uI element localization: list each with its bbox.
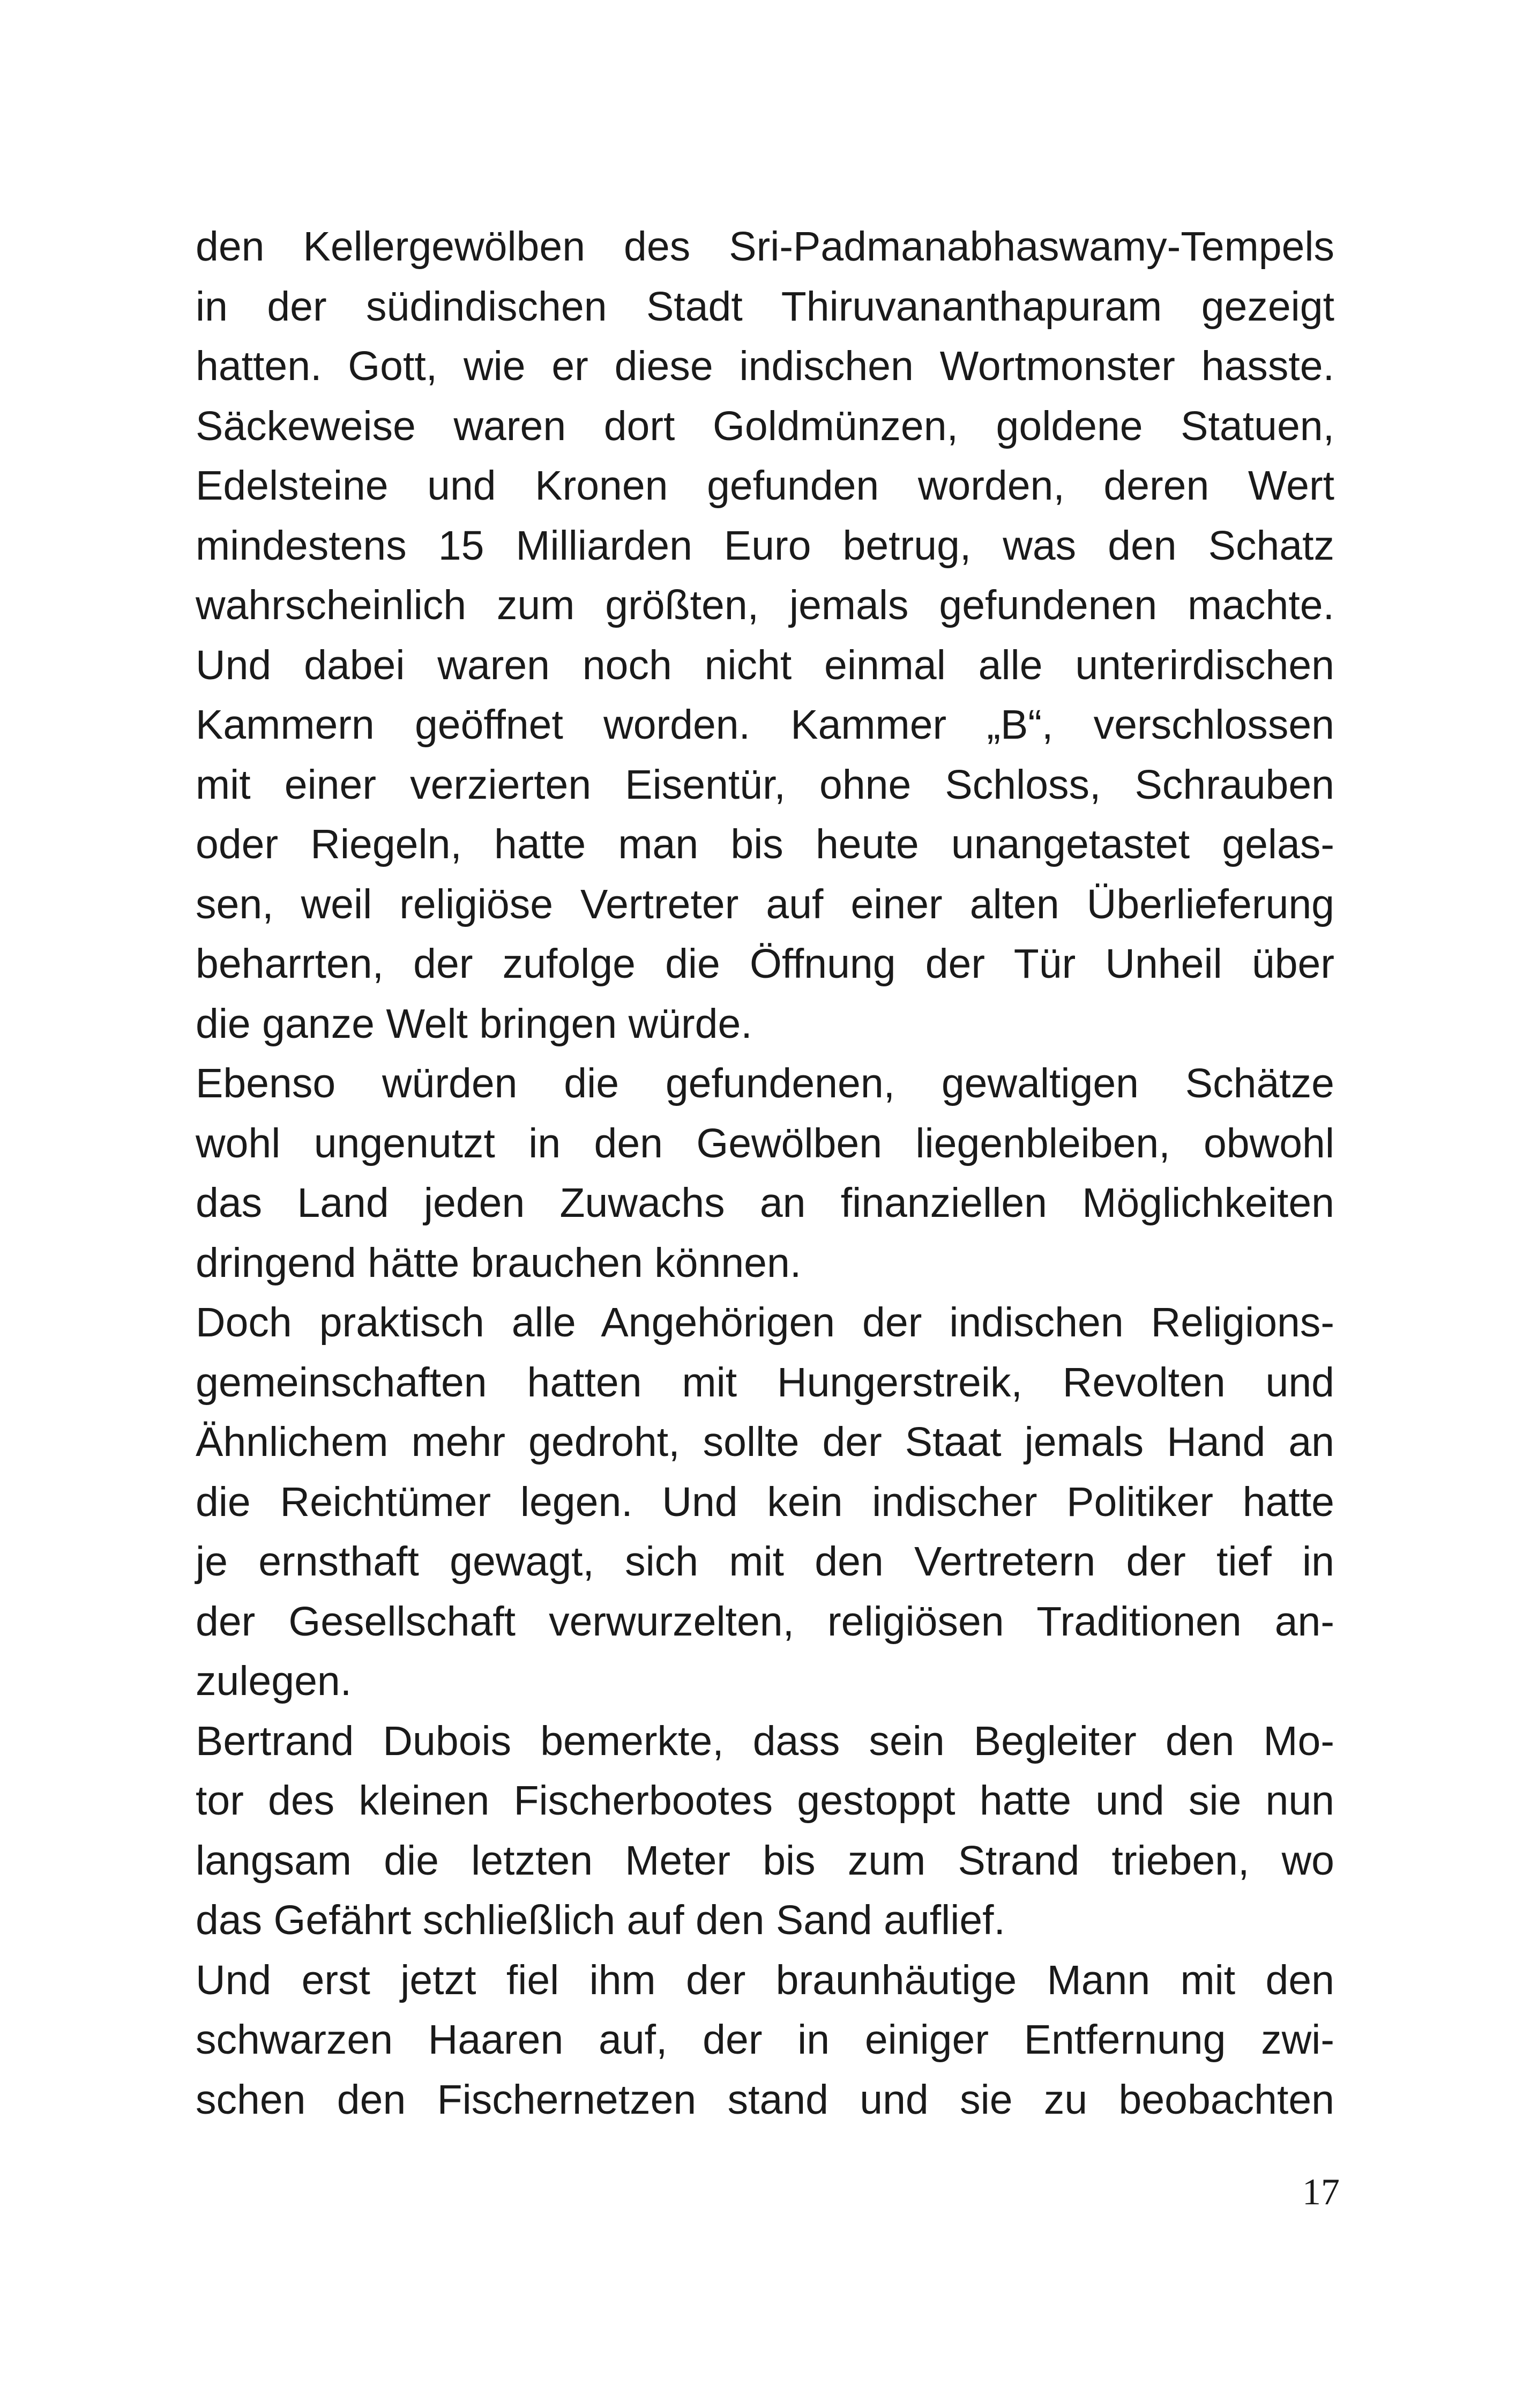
- body-text: [196, 217, 1334, 2130]
- text-line: Ebenso würden die gefundenen, gewaltigen Schätze: [196, 1060, 1334, 1106]
- page-number: 17: [1302, 2172, 1340, 2213]
- text-line: das Land jeden Zuwachs an finanziellen Möglichkeiten: [196, 1180, 1334, 1226]
- text-line: der Gesellschaft verwurzelten, religiösen Traditionen an-: [196, 1598, 1334, 1645]
- text-line: Edelsteine und Kronen gefunden worden, deren Wert: [196, 463, 1334, 509]
- text-line: Säckeweise waren dort Goldmünzen, goldene Statuen,: [196, 403, 1334, 449]
- text-line: Kammern geöffnet worden. Kammer „B“, verschlossen: [196, 702, 1334, 748]
- text-line: schwarzen Haaren auf, der in einiger Entfernung zwi-: [196, 2017, 1334, 2063]
- text-line: Bertrand Dubois bemerkte, dass sein Begleiter den Mo-: [196, 1718, 1334, 1764]
- text-line: wohl ungenutzt in den Gewölben liegenbleiben, obwohl: [196, 1120, 1334, 1166]
- text-line: sen, weil religiöse Vertreter auf einer alten Überlieferung: [196, 881, 1334, 927]
- text-line: dringend hätte brauchen können.: [196, 1239, 802, 1286]
- text-line: schen den Fischernetzen stand und sie zu beobachten: [196, 2076, 1334, 2123]
- text-line: hatten. Gott, wie er diese indischen Wortmonster hasste.: [196, 343, 1334, 389]
- text-line: tor des kleinen Fischerbootes gestoppt hatte und sie nun: [196, 1778, 1334, 1824]
- text-line: das Gefährt schließlich auf den Sand auflief.: [196, 1897, 1005, 1943]
- text-line: Und dabei waren noch nicht einmal alle unterirdischen: [196, 642, 1334, 688]
- text-line: mindestens 15 Milliarden Euro betrug, was den Schatz: [196, 522, 1334, 569]
- text-line: mit einer verzierten Eisentür, ohne Schloss, Schrauben: [196, 761, 1334, 808]
- text-line: Ähnlichem mehr gedroht, sollte der Staat jemals Hand an: [196, 1419, 1334, 1465]
- text-line: Und erst jetzt fiel ihm der braunhäutige Mann mit den: [196, 1957, 1334, 2003]
- text-line: den Kellergewölben des Sri-Padmanabhaswamy-Tempels: [196, 224, 1334, 270]
- text-line: wahrscheinlich zum größten, jemals gefundenen machte.: [196, 582, 1334, 628]
- text-line: in der südindischen Stadt Thiruvananthapuram gezeigt: [196, 283, 1334, 330]
- text-line: die ganze Welt bringen würde.: [196, 1000, 752, 1047]
- text-line: zulegen.: [196, 1658, 352, 1704]
- text-line: langsam die letzten Meter bis zum Strand trieben, wo: [196, 1837, 1334, 1884]
- text-line: beharrten, der zufolge die Öffnung der Tür Unheil über: [196, 941, 1334, 987]
- text-line: Doch praktisch alle Angehörigen der indischen Religions-: [196, 1299, 1334, 1346]
- text-line: oder Riegeln, hatte man bis heute unangetastet gelas-: [196, 821, 1334, 867]
- text-line: die Reichtümer legen. Und kein indischer Politiker hatte: [196, 1478, 1334, 1525]
- text-line: je ernsthaft gewagt, sich mit den Vertretern der tief in: [196, 1539, 1334, 1585]
- text-line: gemeinschaften hatten mit Hungerstreik, Revolten und: [196, 1359, 1334, 1406]
